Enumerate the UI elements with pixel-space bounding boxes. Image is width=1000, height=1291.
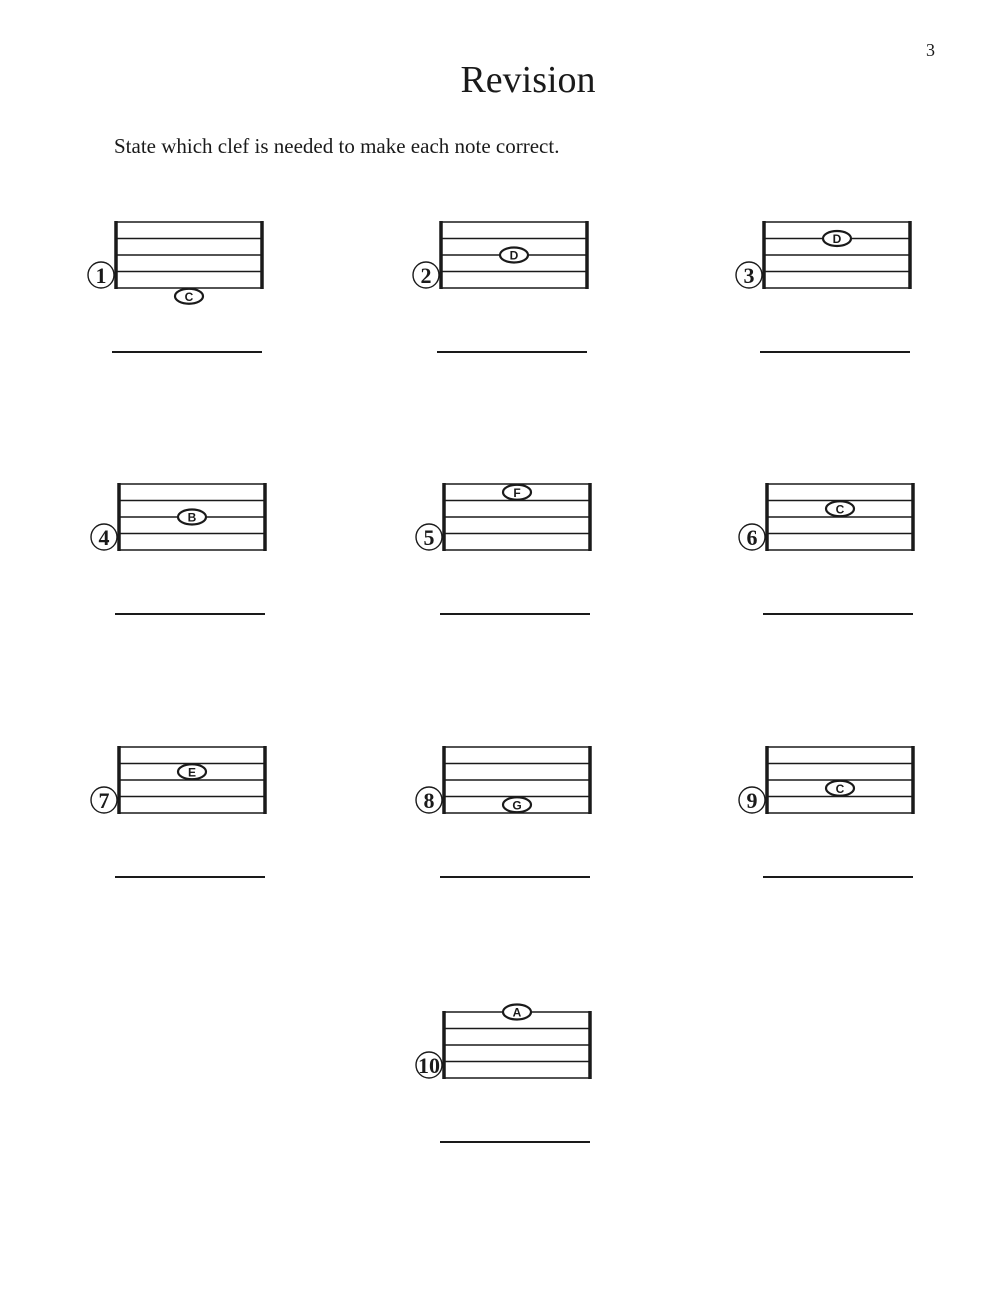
exercise-3 (738, 220, 918, 380)
staff-10 (418, 1005, 598, 1130)
exercise-1 (90, 220, 270, 380)
exercise-number: 1 (95, 263, 107, 288)
page-title: Revision (460, 59, 596, 101)
exercise-9 (741, 745, 921, 905)
answer-line-7[interactable] (115, 876, 265, 878)
staff-1 (90, 220, 270, 340)
staff-7 (93, 745, 273, 865)
answer-line-8[interactable] (440, 876, 590, 878)
exercise-number: 10 (418, 1053, 440, 1078)
exercise-number: 5 (423, 525, 435, 550)
exercise-number: 6 (746, 525, 758, 550)
staff-6 (741, 482, 921, 602)
exercise-number: 7 (98, 788, 110, 813)
exercise-number: 2 (420, 263, 432, 288)
note-letter: G (512, 798, 522, 813)
staff-5 (418, 482, 598, 602)
exercise-10 (418, 1005, 598, 1170)
exercise-number: 9 (746, 788, 758, 813)
answer-line-2[interactable] (437, 351, 587, 353)
instruction-text: State which clef is needed to make each note correct. (114, 134, 560, 158)
exercise-5 (418, 482, 598, 642)
staff-8 (418, 745, 598, 865)
note-letter: B (187, 510, 197, 525)
exercise-7 (93, 745, 273, 905)
answer-line-9[interactable] (763, 876, 913, 878)
note-letter: D (509, 248, 519, 263)
exercise-8 (418, 745, 598, 905)
note-letter: E (187, 765, 197, 780)
exercise-number: 3 (743, 263, 755, 288)
note-letter: C (835, 781, 845, 796)
answer-line-6[interactable] (763, 613, 913, 615)
exercise-4 (93, 482, 273, 642)
note-letter: A (512, 1005, 522, 1020)
answer-line-10[interactable] (440, 1141, 590, 1143)
exercise-6 (741, 482, 921, 642)
note-letter: D (832, 232, 842, 246)
staff-4 (93, 482, 273, 602)
note-letter: C (184, 289, 194, 304)
note-letter: F (513, 485, 521, 500)
staff-2 (415, 220, 595, 340)
answer-line-5[interactable] (440, 613, 590, 615)
exercise-2 (415, 220, 595, 380)
page-number: 3 (926, 40, 935, 60)
answer-line-4[interactable] (115, 613, 265, 615)
exercise-number: 4 (98, 525, 110, 550)
staff-3 (738, 220, 918, 340)
answer-line-1[interactable] (112, 351, 262, 353)
note-letter: C (835, 502, 845, 517)
exercise-number: 8 (423, 788, 435, 813)
answer-line-3[interactable] (760, 351, 910, 353)
staff-9 (741, 745, 921, 865)
